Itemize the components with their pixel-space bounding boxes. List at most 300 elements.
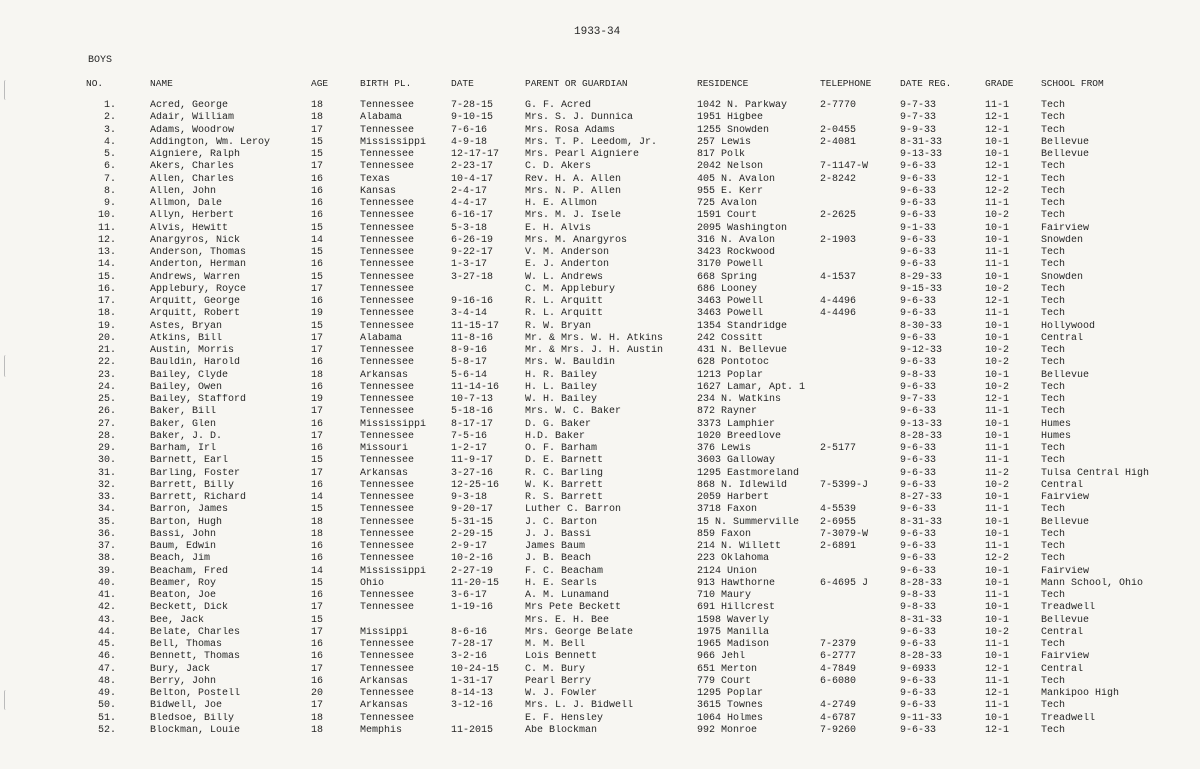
parent-guardian: Abe Blockman: [525, 724, 598, 736]
birth-place: Mississippi: [360, 565, 427, 577]
residence: 868 N. Idlewild: [697, 479, 788, 491]
birth-place: Texas: [360, 173, 391, 185]
header-school-from: SCHOOL FROM: [1041, 78, 1104, 89]
row-number: 37.: [97, 541, 116, 552]
age: 17: [311, 467, 324, 479]
parent-guardian: Mrs. L. J. Bidwell: [525, 700, 634, 712]
student-name: Bury, Jack: [150, 663, 211, 675]
grade: 10-1: [985, 418, 1010, 430]
parent-guardian: Mrs. N. P. Allen: [525, 185, 622, 197]
grade: 10-1: [985, 234, 1010, 246]
age: 18: [311, 724, 324, 736]
student-name: Acred, George: [150, 100, 229, 111]
residence: 668 Spring: [697, 271, 758, 283]
school-from: Central: [1041, 626, 1084, 638]
birth-place: Tennessee: [360, 259, 415, 271]
date-registered: 9-8-33: [900, 369, 937, 381]
birth-place: Tennessee: [360, 541, 415, 552]
birth-date: 9-3-18: [451, 492, 488, 503]
school-from: Treadwell: [1041, 712, 1096, 724]
school-from: Tech: [1041, 528, 1066, 540]
grade: 10-1: [985, 614, 1010, 626]
parent-guardian: E. F. Hensley: [525, 712, 604, 724]
parent-guardian: W. K. Barrett: [525, 479, 604, 491]
school-from: Tech: [1041, 504, 1066, 516]
telephone: 6-4695 J: [820, 577, 869, 589]
birth-place: Tennessee: [360, 283, 415, 295]
parent-guardian: H. R. Bailey: [525, 369, 598, 381]
date-registered: 8-31-33: [900, 614, 943, 626]
birth-date: 11-9-17: [451, 455, 494, 467]
age: 16: [311, 185, 324, 197]
grade: 10-1: [985, 577, 1010, 589]
birth-date: 5-3-18: [451, 222, 488, 234]
grade: 12-1: [985, 173, 1010, 185]
age: 15: [311, 222, 324, 234]
grade: 10-1: [985, 651, 1010, 663]
table-row: [0, 480, 1200, 492]
residence: 1354 Standridge: [697, 320, 788, 332]
telephone: 6-2777: [820, 651, 857, 663]
table-row: [0, 210, 1200, 222]
birth-date: 12-17-17: [451, 149, 500, 160]
birth-date: 1-3-17: [451, 259, 488, 271]
birth-place: Tennessee: [360, 210, 415, 222]
row-number: 12.: [97, 234, 116, 246]
grade: 10-1: [985, 516, 1010, 528]
header-name: NAME: [150, 78, 173, 89]
birth-date: 2-4-17: [451, 185, 488, 197]
birth-place: Tennessee: [360, 455, 415, 467]
birth-date: 10-7-13: [451, 394, 494, 405]
age: 19: [311, 308, 324, 320]
grade: 11-1: [985, 504, 1010, 516]
student-name: Beacham, Fred: [150, 565, 229, 577]
grade: 11-1: [985, 308, 1010, 320]
school-from: Fairview: [1041, 222, 1090, 234]
table-row: [0, 198, 1200, 210]
row-number: 2.: [103, 112, 116, 124]
parent-guardian: Mr. & Mrs. J. H. Austin: [525, 345, 664, 356]
table-row: [0, 578, 1200, 590]
student-name: Austin, Morris: [150, 345, 235, 356]
grade: 11-1: [985, 455, 1010, 467]
table-row: [0, 651, 1200, 663]
grade: 10-2: [985, 479, 1010, 491]
residence: 1295 Poplar: [697, 688, 764, 699]
age: 16: [311, 259, 324, 271]
student-name: Baker, J. D.: [150, 430, 223, 442]
school-from: Tech: [1041, 185, 1066, 197]
student-table: [0, 100, 1200, 737]
age: 15: [311, 271, 324, 283]
school-from: Bellevue: [1041, 516, 1090, 528]
age: 15: [311, 136, 324, 148]
row-number: 20.: [97, 332, 116, 344]
residence: 628 Pontotoc: [697, 357, 770, 369]
grade: 12-1: [985, 688, 1010, 699]
birth-date: 3-27-18: [451, 271, 494, 283]
birth-date: 9-10-15: [451, 112, 494, 124]
age: 14: [311, 492, 324, 503]
telephone: 2-6955: [820, 516, 857, 528]
row-number: 30.: [97, 455, 116, 467]
date-registered: 9-6-33: [900, 247, 937, 258]
birth-place: Tennessee: [360, 394, 415, 405]
school-from: Central: [1041, 479, 1084, 491]
date-registered: 9-1-33: [900, 222, 937, 234]
residence: 725 Avalon: [697, 198, 758, 209]
telephone: 2-7770: [820, 100, 857, 111]
table-row: [0, 676, 1200, 688]
date-registered: 9-6-33: [900, 259, 937, 271]
birth-place: Tennessee: [360, 222, 415, 234]
row-number: 9.: [103, 198, 116, 209]
date-registered: 9-6-33: [900, 234, 937, 246]
date-registered: 9-6-33: [900, 639, 937, 650]
grade: 12-1: [985, 724, 1010, 736]
age: 16: [311, 381, 324, 393]
residence: 1213 Poplar: [697, 369, 764, 381]
birth-place: Tennessee: [360, 516, 415, 528]
residence: 405 N. Avalon: [697, 173, 776, 185]
table-row: [0, 333, 1200, 345]
student-name: Belate, Charles: [150, 626, 241, 638]
telephone: 7-3079-W: [820, 528, 869, 540]
age: 17: [311, 283, 324, 295]
column-headers: [0, 78, 1200, 92]
age: 16: [311, 590, 324, 601]
parent-guardian: Rev. H. A. Allen: [525, 173, 622, 185]
table-row: [0, 112, 1200, 124]
student-name: Barling, Foster: [150, 467, 241, 479]
age: 15: [311, 247, 324, 258]
header-grade: GRADE: [985, 78, 1014, 89]
age: 18: [311, 100, 324, 111]
telephone: 6-6080: [820, 675, 857, 687]
student-name: Bassi, John: [150, 528, 217, 540]
residence: 1064 Holmes: [697, 712, 764, 724]
birth-date: 8-9-16: [451, 345, 488, 356]
birth-place: Tennessee: [360, 100, 415, 111]
row-number: 1.: [103, 100, 116, 111]
date-registered: 9-6-33: [900, 700, 937, 712]
telephone: 2-1903: [820, 234, 857, 246]
school-from: Bellevue: [1041, 149, 1090, 160]
parent-guardian: Pearl Berry: [525, 675, 592, 687]
table-row: [0, 713, 1200, 725]
birth-place: Memphis: [360, 724, 403, 736]
header-no: NO.: [86, 78, 104, 89]
school-from: Tech: [1041, 724, 1066, 736]
parent-guardian: O. F. Barham: [525, 443, 598, 454]
birth-date: 3-2-16: [451, 651, 488, 663]
birth-place: Arkansas: [360, 467, 409, 479]
date-registered: 8-27-33: [900, 492, 943, 503]
telephone: 7-9260: [820, 724, 857, 736]
date-registered: 8-28-33: [900, 430, 943, 442]
student-name: Adams, Woodrow: [150, 124, 235, 136]
residence: 316 N. Avalon: [697, 234, 776, 246]
birth-place: Alabama: [360, 112, 403, 124]
table-row: [0, 137, 1200, 149]
birth-date: 7-6-16: [451, 124, 488, 136]
grade: 11-1: [985, 247, 1010, 258]
residence: 1975 Manilla: [697, 626, 770, 638]
residence: 214 N. Willett: [697, 541, 782, 552]
residence: 2124 Union: [697, 565, 758, 577]
school-from: Snowden: [1041, 234, 1084, 246]
table-row: [0, 406, 1200, 418]
school-from: Tech: [1041, 345, 1066, 356]
birth-date: 4-4-17: [451, 198, 488, 209]
row-number: 40.: [97, 577, 116, 589]
birth-place: Arkansas: [360, 675, 409, 687]
student-name: Baker, Bill: [150, 406, 217, 418]
age: 16: [311, 639, 324, 650]
age: 17: [311, 161, 324, 173]
birth-place: Tennessee: [360, 590, 415, 601]
row-number: 48.: [97, 675, 116, 687]
school-from: Tech: [1041, 259, 1066, 271]
telephone: 7-2379: [820, 639, 857, 650]
student-name: Beach, Jim: [150, 553, 211, 565]
row-number: 14.: [97, 259, 116, 271]
age: 16: [311, 418, 324, 430]
header-parent: PARENT OR GUARDIAN: [525, 78, 628, 89]
table-row: [0, 247, 1200, 259]
residence: 2095 Washington: [697, 222, 788, 234]
birth-place: Tennessee: [360, 345, 415, 356]
student-name: Barham, Irl: [150, 443, 217, 454]
telephone: 7-5399-J: [820, 479, 869, 491]
school-from: Tech: [1041, 357, 1066, 369]
birth-place: Tennessee: [360, 712, 415, 724]
row-number: 4.: [103, 136, 116, 148]
birth-place: Tennessee: [360, 161, 415, 173]
table-row: [0, 321, 1200, 333]
table-row: [0, 553, 1200, 565]
row-number: 35.: [97, 516, 116, 528]
grade: 12-2: [985, 185, 1010, 197]
grade: 11-1: [985, 198, 1010, 209]
date-registered: 9-6-33: [900, 455, 937, 467]
age: 15: [311, 320, 324, 332]
parent-guardian: W. L. Andrews: [525, 271, 604, 283]
grade: 10-2: [985, 345, 1010, 356]
row-number: 50.: [97, 700, 116, 712]
student-name: Bell, Thomas: [150, 639, 223, 650]
row-number: 15.: [97, 271, 116, 283]
birth-date: 2-29-15: [451, 528, 494, 540]
grade: 10-2: [985, 210, 1010, 222]
parent-guardian: R. L. Arquitt: [525, 308, 604, 320]
student-name: Bee, Jack: [150, 614, 205, 626]
grade: 10-1: [985, 149, 1010, 160]
birth-place: Tennessee: [360, 639, 415, 650]
age: 15: [311, 455, 324, 467]
student-name: Akers, Charles: [150, 161, 235, 173]
table-row: [0, 602, 1200, 614]
age: 17: [311, 626, 324, 638]
header-telephone: TELEPHONE: [820, 78, 872, 89]
residence: 710 Maury: [697, 590, 752, 601]
residence: 1020 Breedlove: [697, 430, 782, 442]
residence: 3603 Galloway: [697, 455, 776, 467]
grade: 12-1: [985, 663, 1010, 675]
parent-guardian: R. W. Bryan: [525, 320, 592, 332]
telephone: 4-2749: [820, 700, 857, 712]
residence: 817 Polk: [697, 149, 746, 160]
parent-guardian: Mrs Pete Beckett: [525, 602, 622, 614]
table-row: [0, 357, 1200, 369]
table-row: [0, 529, 1200, 541]
student-name: Alvis, Hewitt: [150, 222, 229, 234]
header-date-reg: DATE REG.: [900, 78, 952, 89]
birth-place: Tennessee: [360, 271, 415, 283]
school-from: Hollywood: [1041, 320, 1096, 332]
date-registered: 9-9-33: [900, 124, 937, 136]
row-number: 27.: [97, 418, 116, 430]
birth-place: Tennessee: [360, 124, 415, 136]
birth-place: Arkansas: [360, 700, 409, 712]
date-registered: 9-6-33: [900, 357, 937, 369]
parent-guardian: C. D. Akers: [525, 161, 592, 173]
grade: 10-1: [985, 492, 1010, 503]
age: 17: [311, 345, 324, 356]
school-from: Tech: [1041, 100, 1066, 111]
age: 18: [311, 528, 324, 540]
residence: 1295 Eastmoreland: [697, 467, 800, 479]
age: 14: [311, 234, 324, 246]
parent-guardian: Mrs. Rosa Adams: [525, 124, 616, 136]
residence: 3373 Lamphier: [697, 418, 776, 430]
birth-date: 8-17-17: [451, 418, 494, 430]
birth-place: Tennessee: [360, 504, 415, 516]
date-registered: 9-8-33: [900, 590, 937, 601]
residence: 376 Lewis: [697, 443, 752, 454]
grade: 11-1: [985, 675, 1010, 687]
parent-guardian: G. F. Acred: [525, 100, 592, 111]
parent-guardian: James Baum: [525, 541, 586, 552]
birth-place: Tennessee: [360, 308, 415, 320]
grade: 10-1: [985, 430, 1010, 442]
age: 16: [311, 173, 324, 185]
school-from: Treadwell: [1041, 602, 1096, 614]
parent-guardian: F. C. Beacham: [525, 565, 604, 577]
date-registered: 8-30-33: [900, 320, 943, 332]
school-from: Tulsa Central High: [1041, 467, 1150, 479]
parent-guardian: R. S. Barrett: [525, 492, 604, 503]
school-from: Tech: [1041, 590, 1066, 601]
telephone: 4-6787: [820, 712, 857, 724]
birth-place: Alabama: [360, 332, 403, 344]
telephone: 4-5539: [820, 504, 857, 516]
date-registered: 9-7-33: [900, 112, 937, 124]
residence: 223 Oklahoma: [697, 553, 770, 565]
parent-guardian: W. J. Fowler: [525, 688, 598, 699]
parent-guardian: R. L. Arquitt: [525, 296, 604, 307]
residence: 3463 Powell: [697, 308, 764, 320]
birth-date: 12-25-16: [451, 479, 500, 491]
row-number: 36.: [97, 528, 116, 540]
birth-date: 1-19-16: [451, 602, 494, 614]
student-name: Allyn, Herbert: [150, 210, 235, 222]
grade: 12-1: [985, 394, 1010, 405]
birth-place: Tennessee: [360, 198, 415, 209]
grade: 12-1: [985, 124, 1010, 136]
birth-place: Kansas: [360, 185, 397, 197]
table-row: [0, 517, 1200, 529]
date-registered: 9-6-33: [900, 467, 937, 479]
age: 16: [311, 553, 324, 565]
date-registered: 9-6-33: [900, 210, 937, 222]
table-row: [0, 272, 1200, 284]
parent-guardian: Mrs. T. P. Leedom, Jr.: [525, 136, 658, 148]
age: 16: [311, 479, 324, 491]
row-number: 44.: [97, 626, 116, 638]
date-registered: 9-12-33: [900, 345, 943, 356]
section-title: BOYS: [88, 55, 113, 66]
parent-guardian: E. J. Anderton: [525, 259, 610, 271]
parent-guardian: Mrs. W. C. Baker: [525, 406, 622, 418]
parent-guardian: R. C. Barling: [525, 467, 604, 479]
row-number: 46.: [97, 651, 116, 663]
age: 15: [311, 577, 324, 589]
row-number: 26.: [97, 406, 116, 418]
grade: 10-2: [985, 357, 1010, 369]
grade: 11-1: [985, 100, 1010, 111]
row-number: 18.: [97, 308, 116, 320]
birth-date: 10-24-15: [451, 663, 500, 675]
school-from: Tech: [1041, 112, 1066, 124]
age: 17: [311, 663, 324, 675]
student-name: Bailey, Clyde: [150, 369, 229, 381]
residence: 3463 Powell: [697, 296, 764, 307]
parent-guardian: H. L. Bailey: [525, 381, 598, 393]
school-from: Tech: [1041, 124, 1066, 136]
parent-guardian: Mrs. W. Bauldin: [525, 357, 616, 369]
parent-guardian: Mr. & Mrs. W. H. Atkins: [525, 332, 664, 344]
birth-place: Ohio: [360, 577, 385, 589]
birth-date: 3-6-17: [451, 590, 488, 601]
date-registered: 9-15-33: [900, 283, 943, 295]
school-from: Tech: [1041, 161, 1066, 173]
birth-date: 2-27-19: [451, 565, 494, 577]
student-name: Bledsoe, Billy: [150, 712, 235, 724]
date-registered: 8-28-33: [900, 651, 943, 663]
table-row: [0, 492, 1200, 504]
table-row: [0, 455, 1200, 467]
age: 18: [311, 712, 324, 724]
age: 17: [311, 124, 324, 136]
residence: 779 Court: [697, 675, 752, 687]
birth-date: 9-16-16: [451, 296, 494, 307]
row-number: 34.: [97, 504, 116, 516]
telephone: 7-1147-W: [820, 161, 869, 173]
grade: 10-1: [985, 528, 1010, 540]
student-name: Aigniere, Ralph: [150, 149, 241, 160]
residence: 955 E. Kerr: [697, 185, 764, 197]
parent-guardian: J. B. Beach: [525, 553, 592, 565]
date-registered: 8-31-33: [900, 516, 943, 528]
age: 15: [311, 504, 324, 516]
birth-date: 7-5-16: [451, 430, 488, 442]
birth-place: Tennessee: [360, 528, 415, 540]
header-residence: RESIDENCE: [697, 78, 749, 89]
birth-date: 10-2-16: [451, 553, 494, 565]
school-from: Tech: [1041, 443, 1066, 454]
